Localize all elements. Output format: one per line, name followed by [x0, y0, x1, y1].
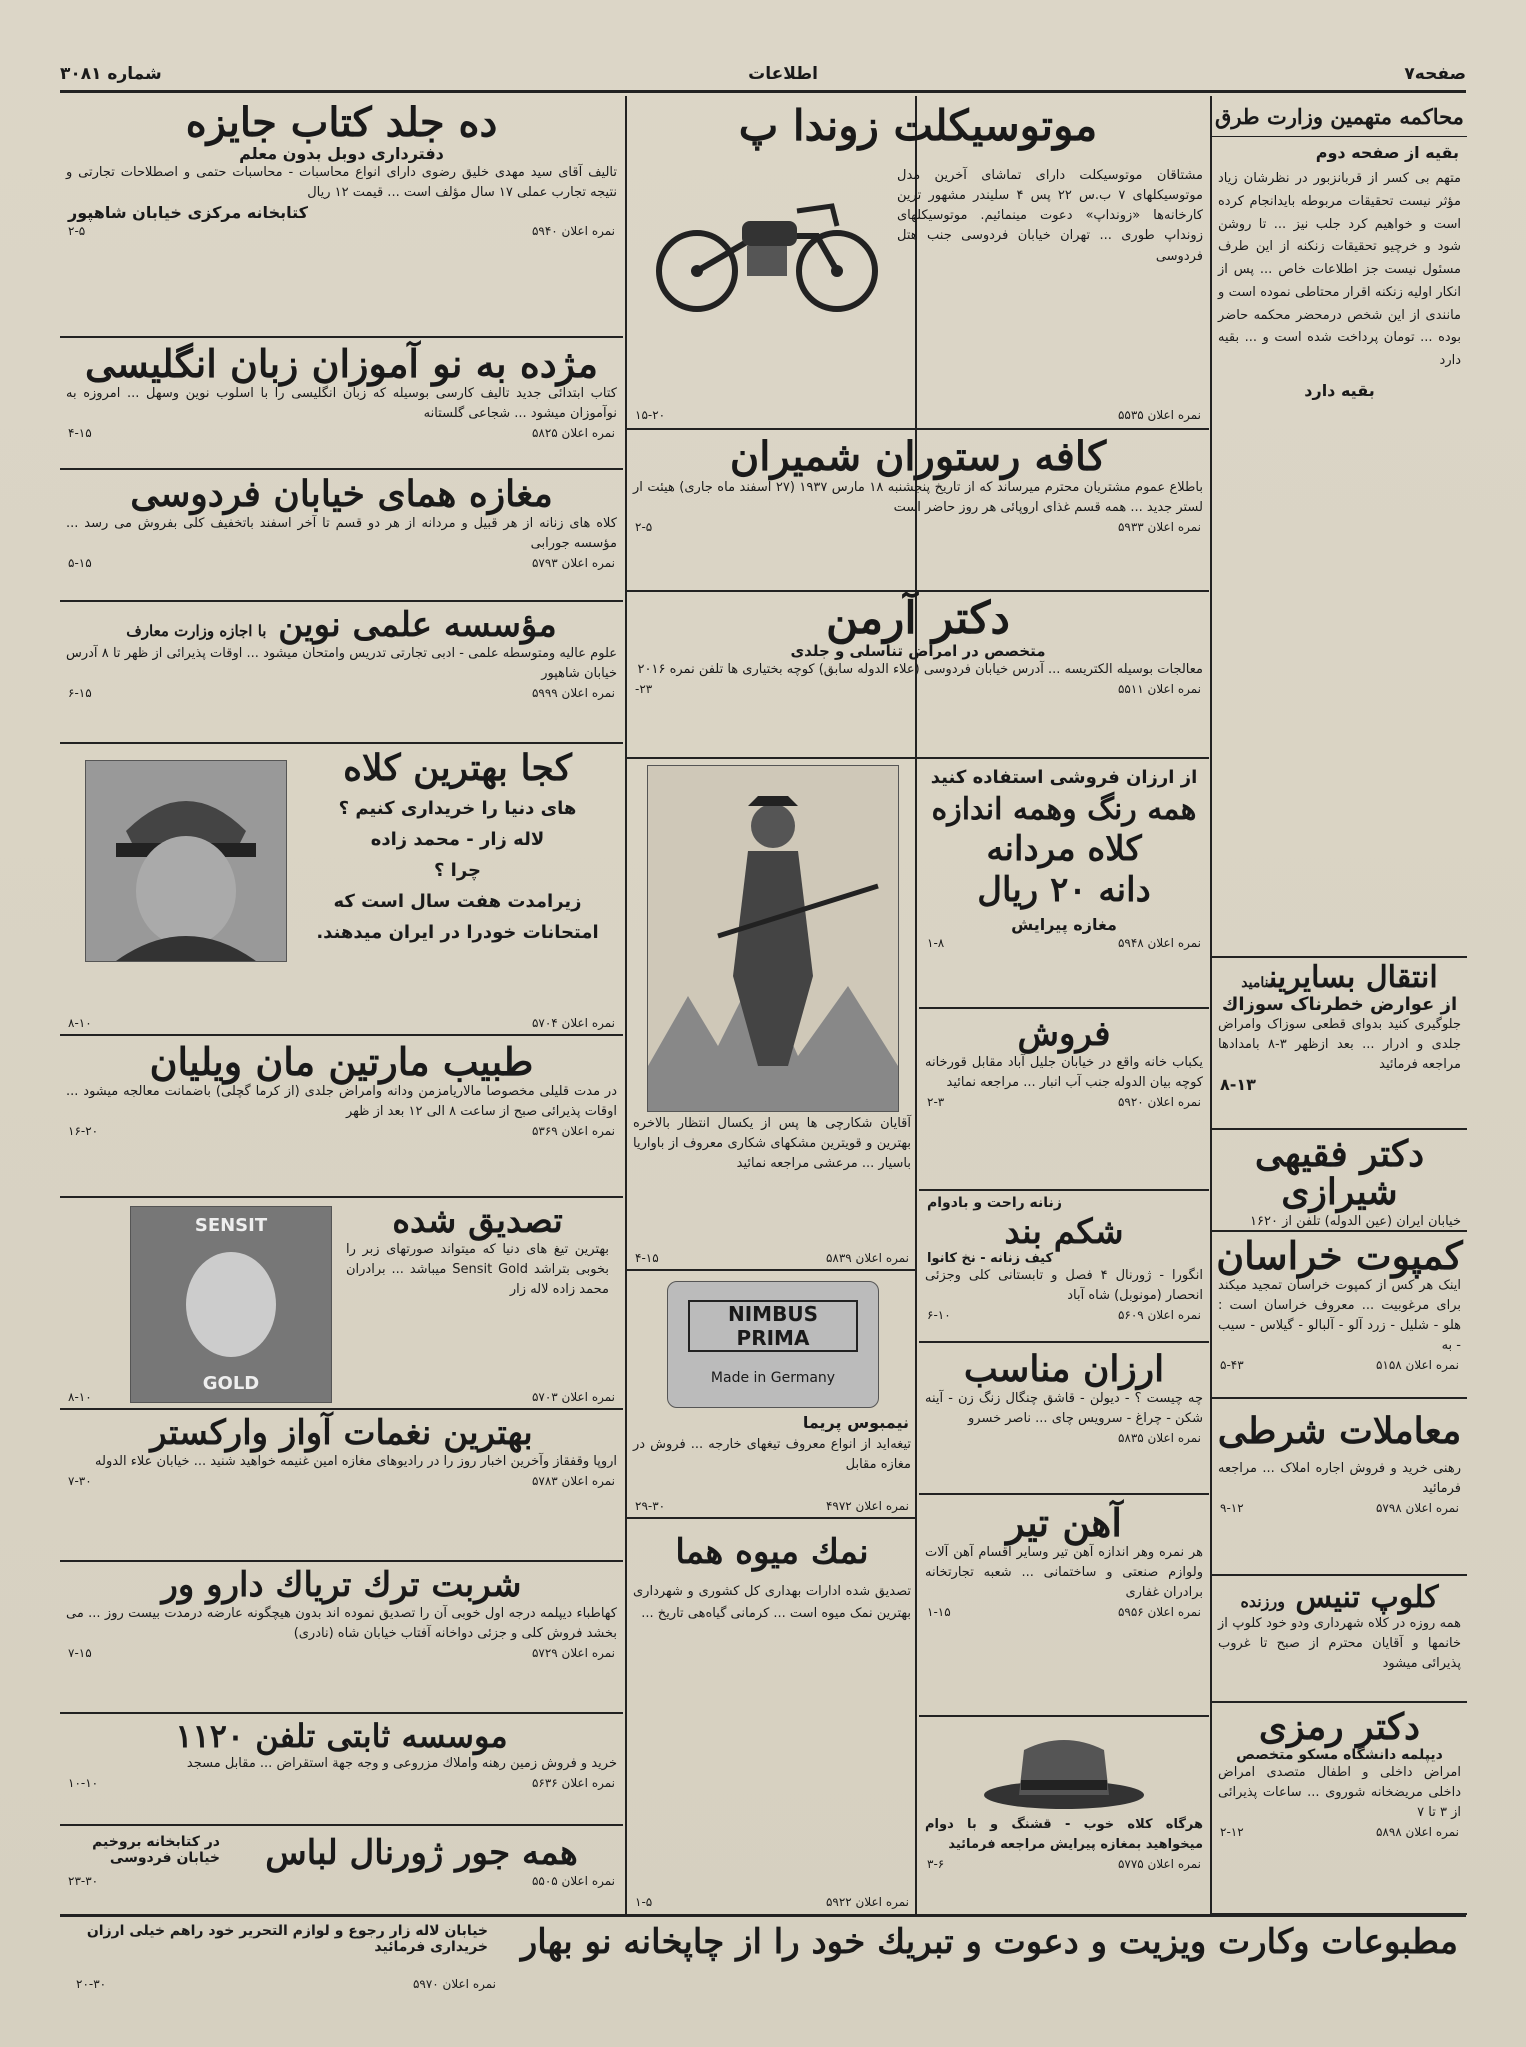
ad-title: دکتر رمزی [1258, 1706, 1421, 1748]
razor-blade-image [667, 1281, 879, 1408]
ad-compote [1212, 1232, 1467, 1399]
ad-number: نمره اعلان ۵۵۳۵ [1117, 408, 1201, 422]
ad-homa-salt [627, 1519, 917, 1913]
ad-nimbus [627, 1271, 917, 1519]
article-body: متهم بی کسر از قربانزبور در نظرشان زیاد مؤثر نیست تحقیقات مربوطه بایدانجام کرده است و خواهیم کرد جلب نیز ... تا روشن شود و خرچیو تحقیقات زنکنه از این طرف مسئول نیست جز اطلاعات خاص ... پس از انکار اولیه زنکنه اقرار محتاطی نموده است و مانندی از این شخص درمحضر محکمه حاضر بوده ... تومان پرداخت شده است و ... بقیه دارد [1218, 171, 1461, 369]
ad-homa-shop [60, 470, 623, 602]
ad-opium-syrup [60, 1562, 623, 1714]
ad-number: نمره اعلان ۴۹۷۲ [825, 1499, 909, 1513]
ad-title: شربت ترك تریاك دارو ور [161, 1565, 522, 1605]
ad-body: در کتابخانه بروخیم خیابان فردوسی [92, 1834, 220, 1866]
ad-sabeti [60, 1714, 623, 1826]
hunter-illustration [647, 765, 899, 1112]
ad-body: تالیف آقای سید مهدی خلیق رضوی دارای انواع محاسبات - محاسبات حتمی و اصطلاحات تجارتی و نتیجه تجارب عملی ۱۷ سال مؤلف است ... قیمت ۱۲ ریال [66, 165, 617, 201]
ad-title: نیمبوس پریما [802, 1413, 909, 1432]
ad-number: نمره اعلان ۵۷۷۵ [1117, 1857, 1201, 1872]
ad-number: نمره اعلان ۵۷۹۳ [531, 556, 615, 571]
hat-icon [979, 1725, 1149, 1815]
ad-ref: ۵-۴۳ [1220, 1358, 1244, 1373]
ad-english [60, 338, 623, 470]
sensit-label: SENSIT [194, 1215, 268, 1236]
ad-hunter [627, 759, 917, 1271]
ad-title: کافه رستوران شمیران [729, 433, 1107, 480]
ad-sub: خیابان لاله زار رجوع و لوازم التحریر خود راهم خیلی ارزان خریداری فرمائید [86, 1923, 488, 1955]
ad-body: خیابان ایران (عین الدوله) تلفن از ۱۶۲۰ [1250, 1213, 1461, 1229]
ad-ref: ۱-۵ [635, 1895, 653, 1909]
ad-sub: کیف زنانه - نخ کانوا [927, 1250, 1054, 1266]
ad-ref: ۲-۵ [68, 224, 86, 239]
ad-title2: با اجازه وزارت معارف [126, 622, 267, 640]
ad-body: علوم عالیه ومتوسطه علمی - ادبی تجارتی تدریس وامتحان میشود ... اوقات پذیرائی از ظهر تا ۸ آدرس خیابان شاهپور [66, 645, 618, 681]
ad-title: کمپوت خراسان [1216, 1233, 1463, 1278]
ad-line3: چرا ؟ [433, 859, 482, 881]
ad-body: تیغه‌اید از انواع معروف تیغهای خارجه ... فروش در مغازه مقابل [633, 1437, 911, 1473]
ad-number: نمره اعلان ۵۹۴۸ [1117, 935, 1201, 950]
ad-ref: ۲۹-۳۰ [635, 1499, 666, 1513]
ad-journal [60, 1826, 623, 1913]
ad-title: انتقال بسایرین [1268, 960, 1438, 995]
ad-ref: ۱-۱۵ [927, 1605, 951, 1620]
ad-title: آهن تیر [1006, 1500, 1122, 1545]
ad-number: نمره اعلان ۵۶۰۹ [1117, 1307, 1201, 1322]
ad-body: کهاطباء دیپلمه درجه اول خوبی آن را تصدیق نموده اند بدون هیچگونه عارضه درمدت بیست روز ... می بخشد فروش کلی و جزئی دواخانه آفتاب خیابان شاه (نادری) [66, 1605, 617, 1641]
ad-ref: ۲۰-۳۰ [76, 1977, 107, 1991]
ad-shop: کتابخانه مرکزی خیابان شاهپور [68, 203, 308, 223]
ad-ref: ۲۳-۳۰ [68, 1873, 99, 1888]
ad-number: نمره اعلان ۵۱۵۸ [1375, 1358, 1459, 1373]
ad-ref: ۲-۱۲ [1220, 1825, 1244, 1840]
ad-hat-pirayesh [919, 1717, 1209, 1913]
ad-title: مؤسسه علمی نوین [278, 605, 557, 645]
ad-best-hat [60, 744, 623, 1036]
ad-title: مطبوعات وکارت ویزیت و دعوت و تبریك خود را از چاپخانه نو بهار [520, 1922, 1458, 1962]
ad-novin [60, 602, 623, 744]
ad-body: انگورا - ژورنال ۴ فصل و تابستانی کلی وجزئی انحصار (مونوبل) شاه آباد [925, 1267, 1203, 1303]
ad-title: از ارزان فروشی استفاده کنید [930, 767, 1198, 788]
ad-title: بهترین نغمات آواز وارکستر [150, 1413, 533, 1453]
ad-number: نمره اعلان ۵۷۰۴ [531, 1016, 615, 1030]
ad-sub: دفترداری دوبل بدون معلم [239, 144, 444, 163]
ad-title: نمك میوه هما [675, 1532, 869, 1572]
page-number: صفحه۷ [1404, 64, 1466, 84]
ad-number: نمره اعلان ۵۷۸۳ [531, 1473, 615, 1488]
ad-body: اروپا وقفقاز وآخرین اخبار روز را در رادیوهای مغازه امین غنیمه خواهید شنید ... خیابان علاء الدوله [95, 1453, 617, 1469]
ad-body: در مدت قلیلی مخصوصا مالاریامزمن ودانه وامراض جلدی (از کرما گچلی) باضمانت معالجه میشود ... اوقات پذیرائی صبح از ساعت ۸ الی ۱۲ بعد از ظهر [66, 1083, 617, 1120]
ad-ref: ۲۳- [635, 682, 653, 697]
ad-hours: ۸-۱۳ [1220, 1074, 1256, 1094]
ad-ref: ۵-۱۵ [68, 556, 92, 571]
ad-body: مشتاقان موتوسیکلت دارای تماشای آخرین مدل موتوسیکلهای ۷ ب.س ۲۲ پس ۴ سلیندر مشهور ترین کارخانه‌ها «زونداپ» دعوت مینمائیم. موتوسیکلهای زونداپ طوری ... تهران خیابان فردوسی جنب هتل فردوسی [897, 168, 1203, 264]
ad-conditional [1212, 1399, 1467, 1576]
ad-printing-house [60, 1914, 1466, 1997]
ad-title: ده جلد کتاب جایزه [185, 99, 498, 146]
ad-sub: از عوارض خطرناک سوزاك [1221, 993, 1458, 1015]
ad-number: نمره اعلان ۵۵۱۱ [1117, 682, 1201, 697]
ad-ref: ۸-۱۰ [68, 1016, 92, 1030]
ad-body: همه روزه در کلاه شهرداری ودو خود کلوپ از خانمها و آقایان محترم از صبح تا غروب پذیرائی میشود [1218, 1615, 1461, 1671]
ad-sensit [60, 1198, 623, 1410]
ad-doctor-armen [627, 592, 1209, 759]
ad-number: نمره اعلان ۵۹۵۶ [1117, 1605, 1201, 1620]
ad-number: نمره اعلان ۵۵۰۵ [531, 1873, 615, 1888]
ad-title: کلوپ تنیس [1295, 1580, 1439, 1615]
sensit-gold-label: GOLD [202, 1373, 260, 1394]
ad-ref: ۱-۸ [927, 935, 945, 950]
ad-number: نمره اعلان ۵۸۲۵ [531, 426, 615, 441]
ad-line4: زیرامدت هفت سال است که [333, 890, 582, 912]
ad-line2: لاله زار - محمد زاده [370, 828, 545, 850]
ad-body: یکباب خانه واقع در خیابان جلیل آباد مقابل قورخانه کوچه بیان الدوله جنب آب انبار ... مراجعه نمائید [925, 1054, 1203, 1090]
ad-title: مژده به نو آموزان زبان انگلیسی [85, 341, 598, 386]
ad-title: تصدیق شده [392, 1201, 563, 1241]
ad-body: رهنی خرید و فروش اجاره املاک ... مراجعه فرمائید [1218, 1460, 1461, 1496]
ad-ref: ۹-۱۲ [1220, 1501, 1244, 1516]
ad-title: دکتر آرمن [826, 593, 1010, 644]
ad-top: زنانه راحت و بادوام [927, 1195, 1062, 1211]
ad-body: کتاب ابتدائی جدید تالیف کارسی بوسیله که زبان انگلیسی را با اسلوب نوین وسهل ... امروزه به نوآموزان میشود ... شجاعی گلستانه [66, 385, 617, 422]
ad-iron-beam [919, 1495, 1209, 1717]
ad-doctor-martin [60, 1036, 623, 1198]
ad-number: نمره اعلان ۵۷۲۹ [531, 1645, 615, 1660]
ad-line4: دانه ۲۰ ریال [977, 870, 1151, 911]
ad-number: نمره اعلان ۵۳۶۹ [531, 1124, 615, 1139]
ad-ref: ۱۵-۲۰ [635, 408, 666, 422]
ad-body: اینک هر کس از کمپوت خراسان تمجید میکند برای مرغوبیت ... معروف خراسان است : هلو - شلیل - زرد آلو - آلبالو - گیلاس - سیب - به [1218, 1277, 1461, 1354]
ad-number: نمره اعلان ۵۶۳۶ [531, 1775, 615, 1790]
ad-transfer [1212, 958, 1467, 1130]
ad-zundapp [627, 96, 1209, 430]
ad-body: امراض داخلی و اطفال متصدی امراض داخلی مریضخانه شوروی ... ساعات پذیرائی از ۳ تا ۷ [1218, 1764, 1461, 1821]
ad-title: موتوسیکلت زوندا پ [738, 101, 1098, 150]
ad-number: نمره اعلان ۵۹۴۰ [531, 224, 615, 239]
ad-number: نمره اعلان ۵۷۹۸ [1375, 1501, 1459, 1516]
ad-line3: کلاه مردانه [986, 828, 1142, 869]
ad-title2: نامید [1241, 975, 1269, 991]
ad-body: باطلاع عموم مشتریان محترم میرساند که از تاریخ پنجشنبه ۱۸ مارس ۱۹۳۷ (۲۷ اسفند ماه جاری) هیئت ار لستر جدید ... همه قسم غذای اروپائی هر روز حاضر است [633, 480, 1203, 516]
ad-ref: ۶-۱۵ [68, 685, 92, 700]
ad-number: نمره اعلان ۵۸۳۹ [825, 1251, 909, 1265]
ad-ref: ۸-۱۰ [68, 1390, 92, 1404]
ad-radio [60, 1410, 623, 1562]
ad-tennis [1212, 1576, 1467, 1703]
ad-body: هر نمره وهر اندازه آهن تیر وسایر اقسام آهن آلات ولوازم صنعتی و ساختمانی ... شعبه تجارتخانه برادران غفاری [925, 1544, 1203, 1601]
ad-number: نمره اعلان ۵۸۳۵ [1117, 1431, 1201, 1446]
ad-books [60, 96, 623, 338]
ad-title: ارزان مناسب [963, 1348, 1165, 1390]
ad-ref: ۲-۳ [927, 1094, 945, 1109]
ad-title2: ورزنده [1240, 1592, 1285, 1611]
ad-ref: ۳-۶ [927, 1857, 945, 1872]
ad-doctor-ramzi [1212, 1703, 1467, 1915]
ad-sub: متخصص در امراض تناسلی و جلدی [790, 642, 1046, 661]
ad-title: فروش [1017, 1014, 1111, 1054]
ad-title: مغازه همای خیابان فردوسی [130, 473, 553, 515]
ad-ref: ۷-۳۰ [68, 1473, 92, 1488]
ad-shop: مغازه پیرایش [1011, 914, 1117, 934]
ad-trial-article [1212, 96, 1467, 958]
ad-ref: ۱۶-۲۰ [68, 1124, 99, 1139]
ad-body: معالجات بوسیله الکتریسه ... آدرس خیابان فردوسی (علاء الدوله سابق) کوچه بختیاری ها تلفن نمره ۲۰۱۶ [637, 662, 1203, 678]
ad-line2: همه رنگ وهمه اندازه [931, 792, 1197, 827]
ad-body: چه چیست ؟ - دیولن - قاشق چنگال زنگ زن - آینه شکن - چراغ - سرویس چای ... ناصر خسرو [925, 1390, 1203, 1426]
issue-number: شماره ۳۰۸۱ [60, 64, 162, 84]
paper-name: اطلاعات [748, 64, 818, 84]
ad-ref: ۴-۱۵ [68, 426, 92, 441]
ad-ref: ۴-۱۵ [635, 1251, 659, 1265]
ad-doctor-faghihi [1212, 1130, 1467, 1232]
ad-number: نمره اعلان ۵۹۲۲ [825, 1895, 909, 1909]
ad-ref: ۱۰-۱۰ [68, 1775, 99, 1790]
article-title: محاکمه متهمین وزارت طرق [1215, 104, 1464, 129]
ad-sub: دیپلمه دانشگاه مسکو متخصص [1236, 1746, 1443, 1763]
ad-number: نمره اعلان ۵۷۰۳ [531, 1390, 615, 1404]
ad-number: نمره اعلان ۵۹۲۰ [1117, 1094, 1201, 1109]
ad-body: جلوگیری کنید بدوای قطعی سوزاک وامراض جلدی و ادرار ... بعد ازظهر ۳-۸ بامدادها مراجعه فرمائید [1218, 1016, 1462, 1072]
ad-title: موسسه ثابتی تلفن ۱۱۲۰ [175, 1717, 508, 1755]
nimbus-label: NIMBUS PRIMA [688, 1300, 858, 1352]
ad-hats-cheap [919, 759, 1209, 1009]
ad-number: نمره اعلان ۵۸۹۸ [1375, 1825, 1459, 1840]
ad-number: نمره اعلان ۵۹۳۳ [1117, 520, 1201, 535]
ad-title: شکم بند [1004, 1212, 1124, 1252]
ad-line5: امتحانات خودرا در ایران میدهند. [316, 921, 599, 943]
ad-cheap-suitable [919, 1343, 1209, 1495]
ad-belt [919, 1191, 1209, 1343]
ad-body: تصدیق شده ادارات بهداری کل کشوری و شهرداری بهترین نمک میوه است ... کرمانی گیاه‌هی تاریخ ... [633, 1583, 911, 1622]
ad-line1: های دنیا را خریداری کنیم ؟ [338, 797, 577, 819]
ad-body: آقایان شکارچی ها پس از یکسال انتظار بالاخره بهترین و قویترین مشکهای شکاری معروف از باواریا باسیار ... مرعشی مراجعه نمائید [633, 1116, 911, 1172]
ad-ref: ۷-۱۵ [68, 1645, 92, 1660]
page-header [60, 58, 1466, 93]
nimbus-made-in: Made in Germany [710, 1370, 836, 1386]
ad-body: کلاه های زنانه از هر قبیل و مردانه از هر دو قسم تا آخر اسفند باتخفیف کلی بفروش می رسد ... مؤسسه جورابی [66, 515, 617, 551]
ad-title: کجا بهترین کلاه [343, 747, 572, 789]
ad-sale [919, 1009, 1209, 1191]
sensit-blade-image [130, 1206, 332, 1403]
ad-title: دکتر فقیهی شیرازی [1254, 1133, 1425, 1213]
ad-number: نمره اعلان ۵۹۹۹ [531, 685, 615, 700]
ad-number: نمره اعلان ۵۹۷۰ [412, 1977, 496, 1991]
ad-title: معاملات شرطی [1217, 1410, 1462, 1452]
ad-ref: ۶-۱۰ [927, 1307, 951, 1322]
ad-title: همه جور ژورنال لباس [265, 1833, 578, 1873]
ad-body: خرید و فروش زمین رهنه واملاك مزروعی و وجه جهة استقراض ... مقابل مسجد [186, 1755, 617, 1771]
ad-ref: ۲-۵ [635, 520, 653, 535]
ad-cafe-shemiran [627, 430, 1209, 592]
ad-body: هرگاه کلاه خوب - قشنگ و با دوام میخواهید بمغازه پیرایش مراجعه فرمائید [925, 1817, 1203, 1853]
ad-body: بهترین تیغ های دنیا که میتواند صورتهای زبر را بخوبی بتراشد Sensit Gold میباشد ... برادران محمد زاده لاله زار [346, 1241, 609, 1297]
man-photo [85, 760, 287, 962]
article-sub: بقیه از صفحه دوم [1212, 136, 1467, 168]
ad-title: طبیب مارتین مان ویلیان [149, 1039, 534, 1084]
article-more: بقیه دارد [1304, 380, 1375, 400]
